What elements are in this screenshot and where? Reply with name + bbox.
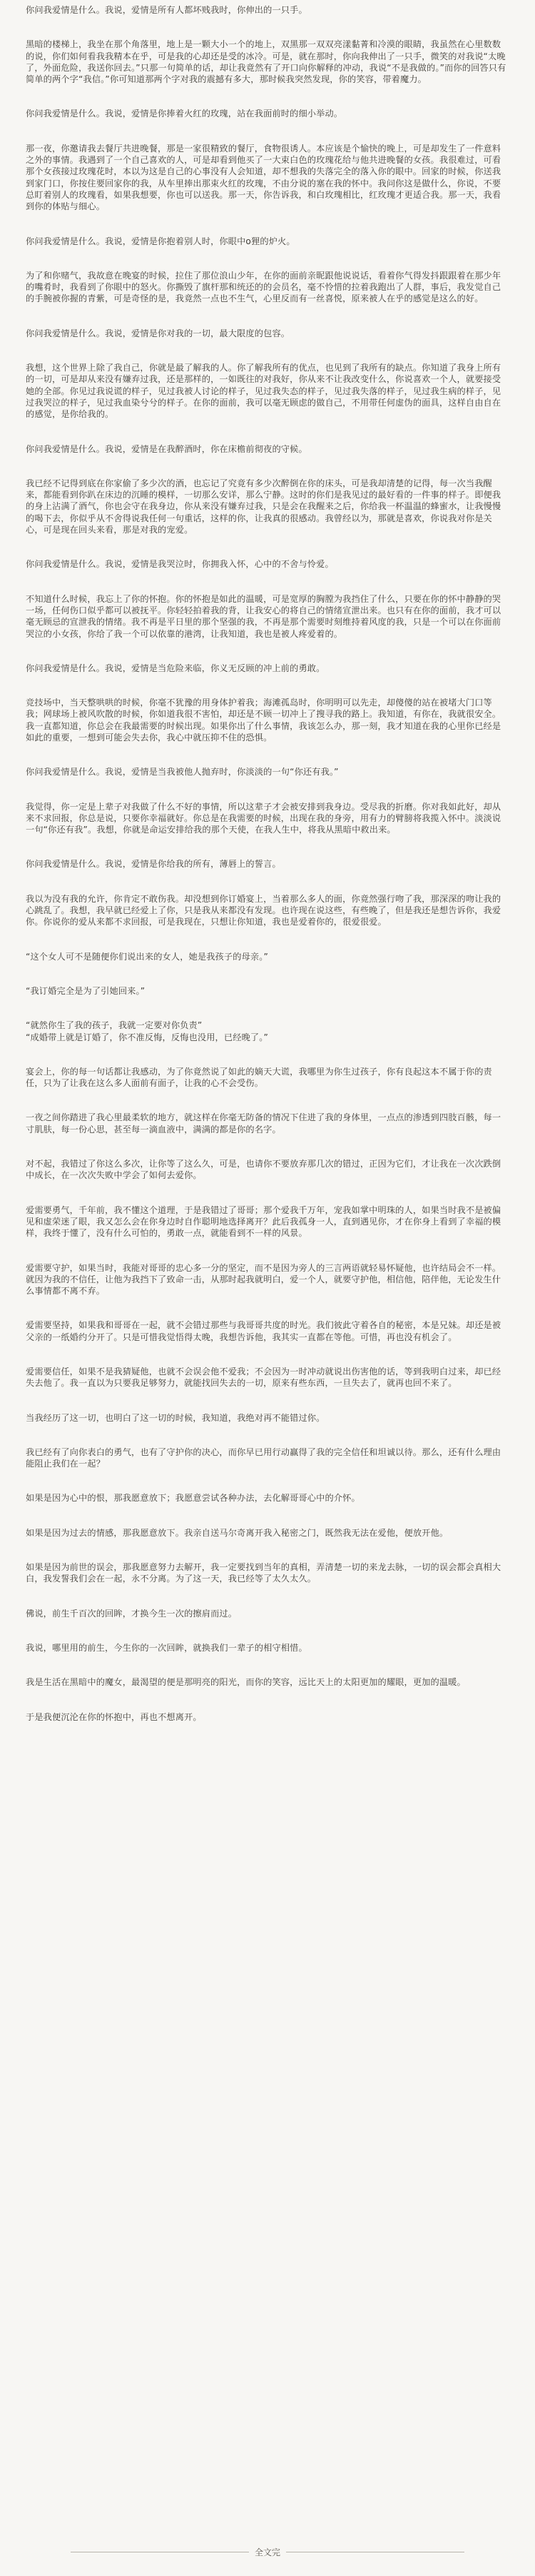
paragraph-gap (0, 1469, 535, 1492)
paragraph-gap (0, 1424, 535, 1447)
paragraph: 爱需要守护，如果当时，我能对哥哥的忠心多一分的坚定，而不是因为旁人的三言两语就轻易怀疑他，也许结局会不一样。就因为我的不信任，让他为我挡下了致命一击，从那时起我就明白，爱一个人，就要守护他，相信他，陪伴他，无论发生什么事情都不离不弃。 (26, 1262, 501, 1297)
paragraph: 如果是因为前世的误会，那我愿意努力去解开，我一定要找到当年的真相，弄清楚一切的来龙去脉，一切的误会都会真相大白，我发誓我们会在一起，永不分离。为了这一天，我已经等了太久太久。 (26, 1562, 501, 1584)
paragraph: 你问我爱情是什么。我说，爱情是当危险来临，你义无反顾的冲上前的勇敢。 (26, 663, 325, 673)
paragraph: 你问我爱情是什么。我说，爱情是你对我的一切，最大限度的包容。 (26, 328, 290, 338)
paragraph-gap (0, 1043, 535, 1066)
paragraph-gap (0, 1654, 535, 1676)
paragraph: 竞技场中，当天整哄哄的时候，你毫不犹豫的用身体护着我；海滩孤岛时，你明明可以先走，却傻傻的站在被堵大门口等我；网球场上被风吹散的时候，你如道我很不害怕，却还是不顾一切冲上了搜寻我的路上。我知道，有你在，我就很安全。我一直都知道，你总会在我最需要的时候出现。如果你出了什么事情，我该怎么办，那一刻，我才知道在我的心里你已经是如此的重要，一想到可能会失去你，我心中就压抑不住的恐惧。 (26, 698, 501, 743)
paragraph-gap (0, 997, 535, 1020)
paragraph-gap (0, 778, 535, 801)
paragraph: 于是我便沉沦在你的怀抱中，再也不想离开。 (26, 1711, 202, 1722)
paragraph: 我已经有了向你表白的勇气，也有了守护你的决心，而你早已用行动赢得了我的完全信任和坦诚以待。那么，还有什么理由能阻止我们在一起？ (26, 1447, 501, 1469)
paragraph: 爱需要勇气，千年前，我不懂这个道理，于是我错过了哥哥；那个爱我千万年，宠我如掌中明珠的人，如果当时我不是被偏见和虚荣迷了眼，我又怎么会在你身边时自作聪明地选择离开？此后我孤身一人，直到遇见你，才在你身上看到了幸福的模样，我终于懂了，没有什么可怕的，勇敢一点，就能看到不一样的风景。 (26, 1204, 501, 1239)
paragraph: 我是生活在黑暗中的魔女，最渴望的便是那明亮的阳光，而你的笑容，远比天上的太阳更加的耀眼，更加的温暖。 (26, 1677, 466, 1688)
paragraph-gap (0, 421, 535, 443)
paragraph: 我以为没有我的允许，你肯定不敢伤我。却没想到你订婚宴上，当着那么多人的面，你竟然强行吻了我，那深深的吻让我的心跳乱了。我想，我早就已经爱上了你，只是我从来都没有发现。也许现在说这些，有些晚了，但是我还是想告诉你，我爱你。你说你的爱从来都不求回报，可是我现在，只想让你知道，我也是爱着你的，很爱很爱。 (26, 893, 501, 927)
paragraph: 当我经历了这一切，也明白了这一切的时候，我知道，我绝对再不能错过你。 (26, 1412, 325, 1423)
paragraph: 你问我爱情是什么。我说，爱情是我哭泣时，你拥我入怀，心中的不舍与怜爱。 (26, 559, 334, 570)
paragraph: 你问我爱情是什么。我说，爱情是所有人都坏贱我时，你伸出的一只手。 (26, 5, 307, 15)
paragraph-gap (0, 1539, 535, 1561)
paragraph-gap (0, 339, 535, 362)
paragraph-gap (0, 247, 535, 270)
paragraph: 黑暗的楼梯上，我坐在那个角落里，地上是一颗大小一个的地上，双黑那一双双亮漾黏菁和冷漠的眼睛，我虽然在心里数数的说，你们如何看我我精本在乎，可是我的心却还是受的冰冷。可是，就在那时，你向我伸出了一只手，微笑的对我说“太晚了，外面危险，我送你回去。”只那一句简单的话，却让我竟然有了开口向你解释的冲动，我说“不是我做的。”而你的回答只有简单的两个字“我信。”你可知道那两个字对我的震撼有多大，那时候我突然发现，你的笑容，带着魔力。 (26, 39, 506, 85)
paragraph: 爱需要坚持，如果我和哥哥在一起，就不会错过那些与我哥哥共度的时光。我们彼此守着各自的秘密，本是兄妹。却还是被父亲的一纸婚约分开了。只是可惜我觉悟得太晚，我想告诉他，我其实一直都在等他。可惜，再也没有机会了。 (26, 1320, 501, 1342)
paragraph: 你问我爱情是什么。我说，爱情是你抱着别人时，你眼中o狸的炉火。 (26, 236, 295, 246)
paragraph-gap (0, 120, 535, 143)
paragraph-gap (0, 1389, 535, 1412)
paragraph-gap (0, 640, 535, 663)
paragraph-gap (0, 1504, 535, 1527)
paragraph-gap (0, 870, 535, 893)
paragraph: 你问我爱情是什么。我说，爱情是当我被他人抛弃时，你淡淡的一句“你还有我。” (26, 767, 339, 778)
paragraph-gap (0, 16, 535, 39)
paragraph-gap (0, 743, 535, 766)
paragraph: 我觉得，你一定是上辈子对我做了什么不好的事情，所以这辈子才会被安排到我身边。受尽我的折磨。你对我如此好，却从来不求回报，你总是说，只要你幸福就好。你总是在我需要的时候，出现在我的身旁，用有力的臂膀将我揽入怀中。淡淡说一句“你还有我”。我想，你就是命运安排给我的那个天使，在我人生中，将我从黑暗中救出来。 (26, 801, 501, 835)
paragraph: 为了和你赌气，我故意在晚宴的时候，拉住了那位浪山少年，在你的面前亲昵跟他说说话，看着你气得发抖跟跟着在那少年的嘴肴时，我看到了你眼中的怒火。你撕毁了旗杆那和统还的的会员名，毫不怜惜的拉着我跑出了人群，事后，我发觉自己的手腕被你握的青紫，可是奇怪的是，我竟然一点也不生气，心里反而有一丝喜悦，原来被人在乎的感觉是这么的好。 (26, 270, 501, 304)
paragraph: 对不起，我错过了你这么多次，让你等了这么久，可是，也请你不要放弃那几次的错过，正因为它们，才让我在一次次跌倒中成长，在一次次失败中学会了如何去爱你。 (26, 1159, 501, 1181)
paragraph: 我说，哪里用的前生，今生你的一次回眸，就换我们一辈子的相守相惜。 (26, 1642, 307, 1653)
paragraph-gap (0, 535, 535, 558)
paragraph: 你问我爱情是什么。我说，爱情是你给我的所有，薄唇上的誓言。 (26, 859, 281, 870)
article-body (0, 4, 535, 1723)
paragraph: 不知道什么时候，我忘上了你的怀抱。你的怀抱是如此的温暖，可是宽厚的胸膛为我挡住了什么，只要在你的怀中静静的哭一场，任何伤口似乎都可以被抚平。你轻轻拍着我的背，让我安心的将自己的情绪宣泄出来。也只有在你的面前，我才可以毫无顾忌的宣泄我的情绪。我不再是平日里的那个坚强的我，不再是那个需要时刻维持着风度的我，只是一个可以在你面前哭泣的小女孩，你给了我一个可以依靠的港湾，让我知道，我也是被人疼爱着的。 (26, 593, 501, 639)
paragraph: “就然你生了我的孩子，我就一定要对你负责” “成婚带上就是订婚了，你不准反悔，反悔也没用，已经晚了。” (26, 1020, 268, 1042)
paragraph-gap (0, 1182, 535, 1204)
paragraph: 如果是因为过去的情感，那我愿意放下。我亲自送马尔奇离开我入秘密之门，既然我无法在爱他，便放开他。 (26, 1527, 449, 1538)
paragraph-gap (0, 1585, 535, 1608)
paragraph-gap (0, 674, 535, 697)
paragraph: 我想，这个世界上除了我自己，你就是最了解我的人。你了解我所有的优点，也见到了我所有的缺点。你知道了我身上所有的一切，可是却从来没有嫌弃过我，还是那样的，一如既往的对我好，你从来不让我改变什么，你说喜欢一个人，就要接受她的全部。你见过我说谎的样子，见过我被人讨论的样子，见过我失态的样子，见过我失落的样子，见过我生病的样子，见过我哭泣的样子，见过我血染兮兮的样子。在你的面前，我可以毫无顾虑的做自己，不用带任何虚伪的面具，这样自由自在的感觉，是你给我的。 (26, 363, 501, 420)
paragraph-gap (0, 305, 535, 328)
paragraph-gap (0, 835, 535, 858)
paragraph: 那一夜，你邀请我去餐厅共进晚餐，那是一家很精致的餐厅，食物很诱人。本应该是个愉快的晚上，可是却发生了一件意料之外的事情。我遇到了一个自己喜欢的人，可是却看到他买了一大束白色的玫瑰花给与他共进晚餐的女孩。我很难过，可看那个女孩接过玫瑰花时，本以为这是自己的心事没有人会知道，却不想我的失落完全的落入你的眼中。回家的时候，你送我到家门口，你按住要回家你的我，从车里捧出那束火红的玫瑰，不由分说的塞在我的怀中。我问你这是做什么，你说，不要总盯着别人的玫瑰看，如果我想要，你也可以送我。那一天，你告诉我，和白玫瑰相比，红玫瑰才更适合我。那一天，我看到你的体贴与细心。 (26, 143, 501, 212)
paragraph-gap (0, 85, 535, 108)
paragraph-gap (0, 1089, 535, 1112)
paragraph-gap (0, 455, 535, 478)
paragraph-gap (0, 570, 535, 593)
paragraph-gap (0, 1239, 535, 1262)
paragraph: “我订婚完全是为了引她回来。” (26, 985, 146, 996)
end-label: 全文完 (254, 2547, 280, 2557)
paragraph: 宴会上，你的每一句话都让我感动，为了你竟然说了如此的嫡天大谎，我哪里为你生过孩子，你有良起这本不属于你的责任，只为了让我在这么多人面前有面子，让我的心不会受伤。 (26, 1066, 492, 1089)
paragraph: 你问我爱情是什么。我说，爱情是在我醉酒时，你在床檐前彻夜的守候。 (26, 443, 307, 454)
paragraph: 如果是因为心中的恨，那我愿意放下；我愿意尝试各种办法，去化解哥哥心中的介怀。 (26, 1493, 360, 1504)
paragraph-gap (0, 213, 535, 236)
paragraph-gap (0, 962, 535, 985)
paragraph-gap (0, 1343, 535, 1366)
paragraph-gap (0, 1135, 535, 1158)
paragraph: 佛说，前生千百次的回眸，才换今生一次的擦肩而过。 (26, 1608, 238, 1619)
paragraph: 你问我爱情是什么。我说，爱情是你捧着火红的玫瑰，站在我面前时的细小举动。 (26, 109, 343, 119)
end-marker (0, 2546, 535, 2558)
paragraph-gap (0, 1297, 535, 1319)
paragraph-gap (0, 928, 535, 951)
paragraph-gap (0, 1619, 535, 1642)
paragraph: 我已经不记得到底在你家偷了多少次的酒，也忘记了究竟有多少次醉倒在你的床头，可是我却清楚的记得，每一次当我醒来，都能看到你趴在床边的沉睡的模样，一切那么安详，那么宁静。这时的你们是我见过的最好看的一件事的样子。即便我的身上沾满了酒气，你也会守在我身边，你从来没有嫌弃过我，只是会在我醒来之后，你给我一杯温温的蜂蜜水，让我慢慢的喝下去，你似乎从不舍得说我任何一句重话，这样的你，让我真的很感动。我曾经以为，那就是喜欢，你说我对你是关心，可是现在回头来看，那是对我的宠爱。 (26, 478, 501, 535)
paragraph: 一夜之间你踏进了我心里最柔软的地方，就这样在你毫无防备的情况下住进了我的身体里，一点点的渗透到四肢百骸，每一寸肌肤，每一份心思，甚至每一滴血液中，满满的都是你的名字。 (26, 1112, 501, 1134)
paragraph-gap (0, 1689, 535, 1711)
paragraph: “这个女人可不是随便你们说出来的女人，她是我孩子的母亲。” (26, 951, 268, 962)
paragraph: 爱需要信任，如果不是我猜疑他，也就不会误会他不爱我；不会因为一时冲动就说出伤害他的话，等到我明白过来，却已经失去他了。我一直以为只要我足够努力，就能找回失去的一切，原来有些东西，一旦失去了，就再也回不来了。 (26, 1367, 501, 1389)
